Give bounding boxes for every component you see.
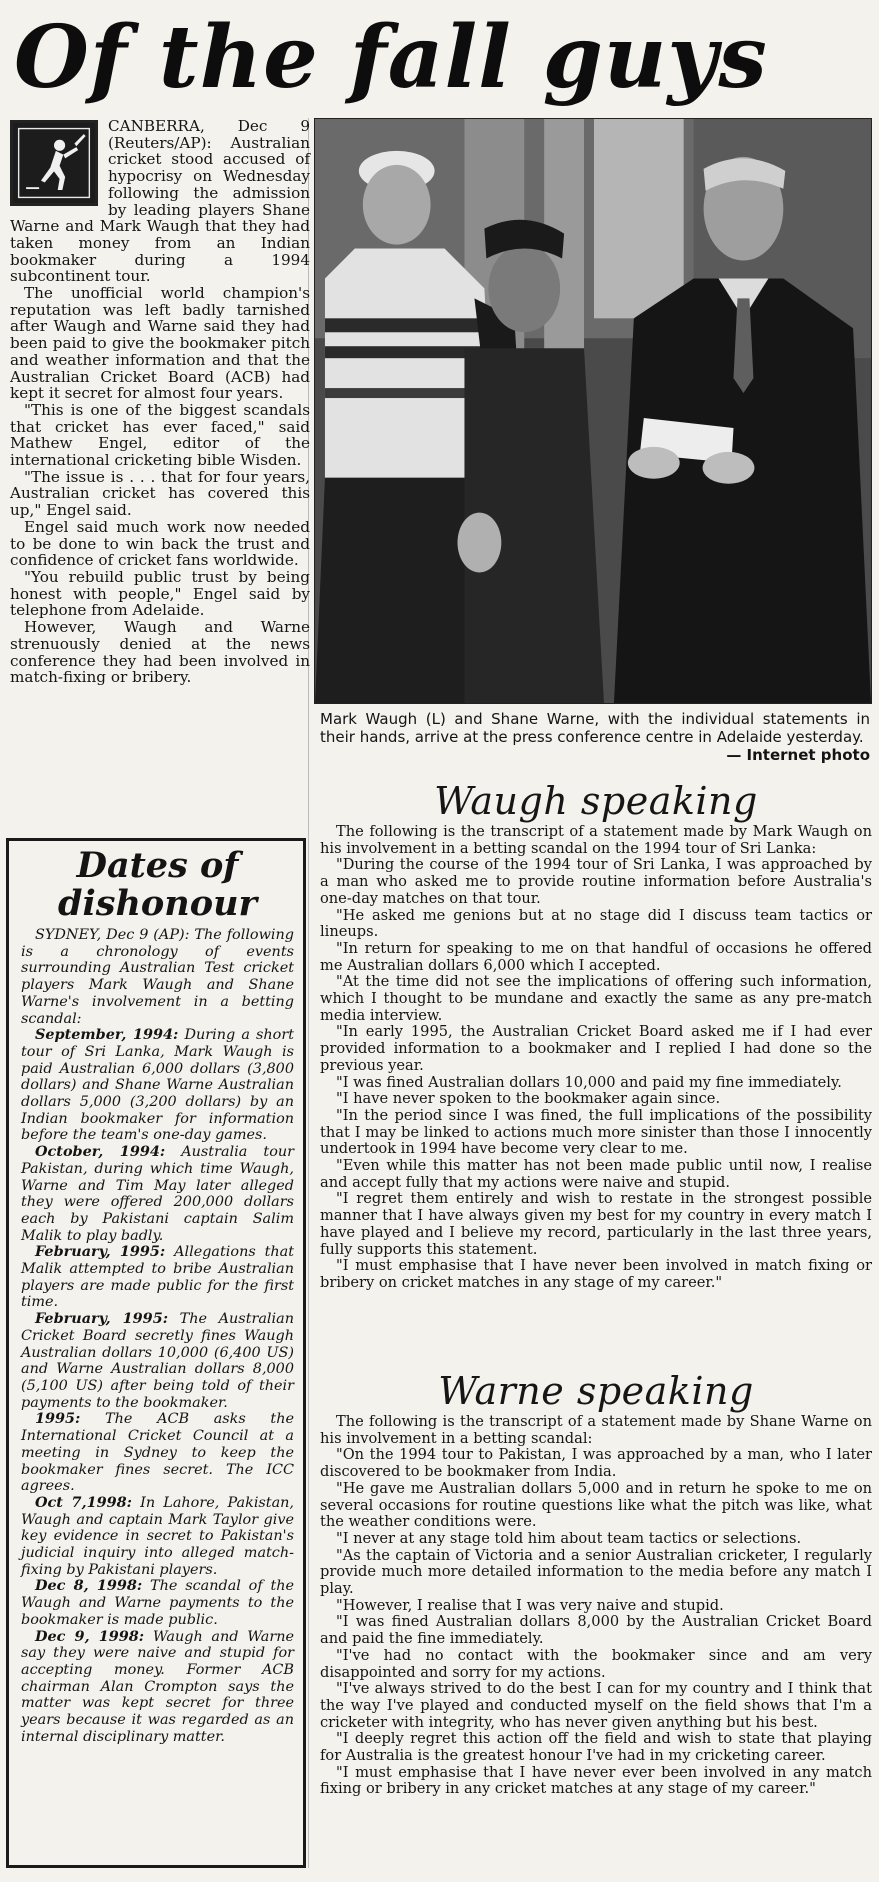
press-photo	[314, 118, 872, 704]
statement-paragraph: "I never at any stage told him about team tactics or selections.	[336, 1529, 802, 1547]
waugh-statement-text	[320, 824, 872, 1292]
timeline-entry	[21, 1495, 294, 1579]
dates-of-dishonour-box	[6, 838, 306, 1868]
statement-paragraph: "I must emphasise that I have never been involved in match fixing or bribery on cricket matches in any stage of my career."	[320, 1257, 872, 1291]
timeline-date: October, 1994:	[35, 1143, 166, 1161]
cricket-batsman-icon	[10, 120, 98, 206]
lead-paragraph: The unofficial world champion's reputation was left badly tarnished after Waugh and Warne said they had been paid to give the bookmaker pitch and weather information and that the Australian Cricket Board (ACB) had kept it secret for almost four years.	[10, 284, 310, 403]
lead-paragraph: "This is one of the biggest scandals that cricket has ever faced," said Mathew Engel, editor of the international cricketing bible Wisden.	[10, 400, 310, 470]
statement-paragraph: "During the course of the 1994 tour of Sri Lanka, I was approached by a man who asked me to provide routine information before Australia's one-day matches on that tour.	[320, 856, 872, 907]
timeline-date: 1995:	[35, 1410, 81, 1428]
photo-caption-text: Mark Waugh (L) and Shane Warne, with the individual statements in their hands, arrive at the press conference centre in Adelaide yesterday.	[320, 710, 870, 746]
photo-caption	[320, 710, 870, 764]
timeline-date: Oct 7,1998:	[35, 1493, 132, 1511]
timeline-text: The scandal of the Waugh and Warne payments to the bookmaker is made public.	[21, 1578, 295, 1628]
statement-paragraph: "I deeply regret this action off the field and wish to state that playing for Australia is the greatest honour I've had in my cricketing career.	[320, 1730, 872, 1765]
statement-paragraph: "I was fined Australian dollars 8,000 by the Australian Cricket Board and paid the fine immediately.	[320, 1613, 872, 1648]
statement-paragraph: "In early 1995, the Australian Cricket Board asked me if I had ever provided information to a bookmaker and I replied I had done so the previous year.	[320, 1023, 872, 1074]
statement-paragraph: "I must emphasise that I have never ever been involved in any match fixing or bribery in any cricket matches at any stage of my career."	[320, 1763, 872, 1798]
statement-paragraph: "Even while this matter has not been made public until now, I realise and accept fully that my actions were naive and stupid.	[320, 1157, 872, 1191]
statement-paragraph: "He gave me Australian dollars 5,000 and in return he spoke to me on several occasions for routine questions like what the pitch was like, what the weather conditions were.	[320, 1479, 872, 1531]
statement-paragraph: The following is the transcript of a statement made by Shane Warne on his involvement in a betting scandal:	[320, 1413, 872, 1447]
timeline-entry	[21, 1244, 294, 1311]
timeline-text: The Australian Cricket Board secretly fines Waugh Australian dollars 10,000 (6,400 US) and Warne Australian dollars 8,000 (5,100 US) after being told of their payments to the bookmaker.	[21, 1311, 294, 1411]
waugh-statement	[320, 778, 872, 1292]
lead-paragraph: Engel said much work now needed to be done to win back the trust and confidence of cricket fans worldwide.	[10, 517, 310, 570]
timeline-entry	[21, 1311, 294, 1411]
statement-paragraph: "On the 1994 tour to Pakistan, I was approached by a man, who I later discovered to be bookmaker from India.	[320, 1446, 872, 1481]
statement-paragraph: "I regret them entirely and wish to restate in the strongest possible manner that I have always given my best for my country in every match I have played and I believe my record, particularly in the last three years, fully supports this statement.	[320, 1190, 872, 1258]
photo-credit: — Internet photo	[726, 746, 870, 764]
headline: Of the fall guys	[14, 7, 768, 108]
statement-paragraph: The following is the transcript of a statement made by Mark Waugh on his involvement in a betting scandal on the 1994 tour of Sri Lanka:	[320, 823, 872, 857]
statement-paragraph: "He asked me genions but at no stage did I discuss team tactics or lineups.	[320, 906, 872, 941]
statement-paragraph: "I've always strived to do the best I can for my country and I think that the way I've played and conducted myself on the field shows that I'm a cricketer with integrity, who has never given anything but his best.	[320, 1680, 872, 1731]
dates-box-intro: SYDNEY, Dec 9 (AP): The following is a chronology of events surrounding Australian Test cricket players Mark Waugh and Shane Warne's involvement in a betting scandal:	[21, 927, 294, 1027]
timeline-text: In Lahore, Pakistan, Waugh and captain Mark Taylor give key evidence in secret to Pakistan's judicial inquiry into alleged match-fixing by Pakistani players.	[21, 1494, 295, 1578]
timeline-text: Allegations that Malik attempted to bribe Australian players are made public for the first time.	[21, 1244, 294, 1311]
warne-statement-text	[320, 1414, 872, 1798]
timeline-date: February, 1995:	[35, 1310, 169, 1328]
timeline-date: Dec 9, 1998:	[35, 1627, 145, 1645]
waugh-speaking-title: Waugh speaking	[434, 779, 758, 823]
timeline-text: During a short tour of Sri Lanka, Mark Waugh is paid Australian 6,000 dollars (3,800 dollars) and Shane Warne Australian dollars 5,000 (3,200 dollars) by an Indian bookmaker for information before the team's one-day games.	[21, 1027, 295, 1144]
statement-paragraph: "I've had no contact with the bookmaker since and am very disappointed and sorry for my actions.	[320, 1646, 872, 1681]
statement-paragraph: "In the period since I was fined, the full implications of the possibility that I may be linked to actions much more sinister than those I innocently undertook in 1994 have become very clear to me.	[320, 1106, 872, 1158]
timeline-entry	[21, 1144, 294, 1244]
statement-paragraph: "I was fined Australian dollars 10,000 and paid my fine immediately.	[336, 1073, 842, 1091]
timeline-entry	[21, 1027, 294, 1144]
timeline-entry	[21, 1629, 294, 1746]
statement-paragraph: "However, I realise that I was very naive and stupid.	[336, 1596, 724, 1614]
statement-paragraph: "In return for speaking to me on that handful of occasions he offered me Australian dollars 6,000 which I accepted.	[320, 939, 872, 974]
lead-story	[10, 118, 310, 686]
timeline-text: Waugh and Warne say they were naive and stupid for accepting money. Former ACB chairman Alan Crompton says the matter was kept secret for three years because it was regarded as an internal disciplinary matter.	[21, 1628, 295, 1745]
dates-box-title-line1: Dates of	[76, 845, 239, 886]
timeline-date: Dec 8, 1998:	[35, 1577, 143, 1595]
statement-paragraph: "I have never spoken to the bookmaker again since.	[336, 1090, 721, 1108]
timeline-date: February, 1995:	[35, 1243, 166, 1261]
statement-paragraph: "At the time did not see the implications of offering such information, which I thought to be mundane and exactly the same as any pre-match media interview.	[320, 973, 872, 1024]
lead-paragraph: "You rebuild public trust by being honest with people," Engel said by telephone from Adelaide.	[10, 567, 310, 620]
timeline-text: The ACB asks the International Cricket Council at a meeting in Sydney to keep the bookmaker fines secret. The ICC agrees.	[21, 1411, 294, 1495]
lead-paragraph: CANBERRA, Dec 9 (Reuters/AP): Australian cricket stood accused of hypocrisy on Wednesday following the admission by leading players Shane Warne and Mark Waugh that they had taken money from an Indian bookmaker during a 1994 subcontinent tour.	[10, 117, 310, 286]
lead-paragraph: "The issue is . . . that for four years, Australian cricket has covered this up," Engel said.	[10, 467, 310, 520]
dates-box-title-line2: dishonour	[58, 883, 257, 924]
lead-paragraph: However, Waugh and Warne strenuously denied at the news conference they had been involved in match-fixing or bribery.	[10, 618, 310, 687]
timeline-entry	[21, 1578, 294, 1628]
warne-statement	[320, 1368, 872, 1798]
statement-paragraph: "As the captain of Victoria and a senior Australian cricketer, I regularly provide much more detailed information to the media before any match I play.	[320, 1546, 872, 1598]
timeline-date: September, 1994:	[35, 1026, 179, 1044]
dates-box-title	[21, 847, 294, 923]
timeline-entry	[21, 1411, 294, 1495]
timeline-text: Australia tour Pakistan, during which time Waugh, Warne and Tim May later alleged they were offered 200,000 dollars each by Pakistani captain Salim Malik to play badly.	[21, 1144, 295, 1244]
warne-speaking-title: Warne speaking	[438, 1369, 754, 1413]
dates-box-text	[21, 927, 294, 1745]
